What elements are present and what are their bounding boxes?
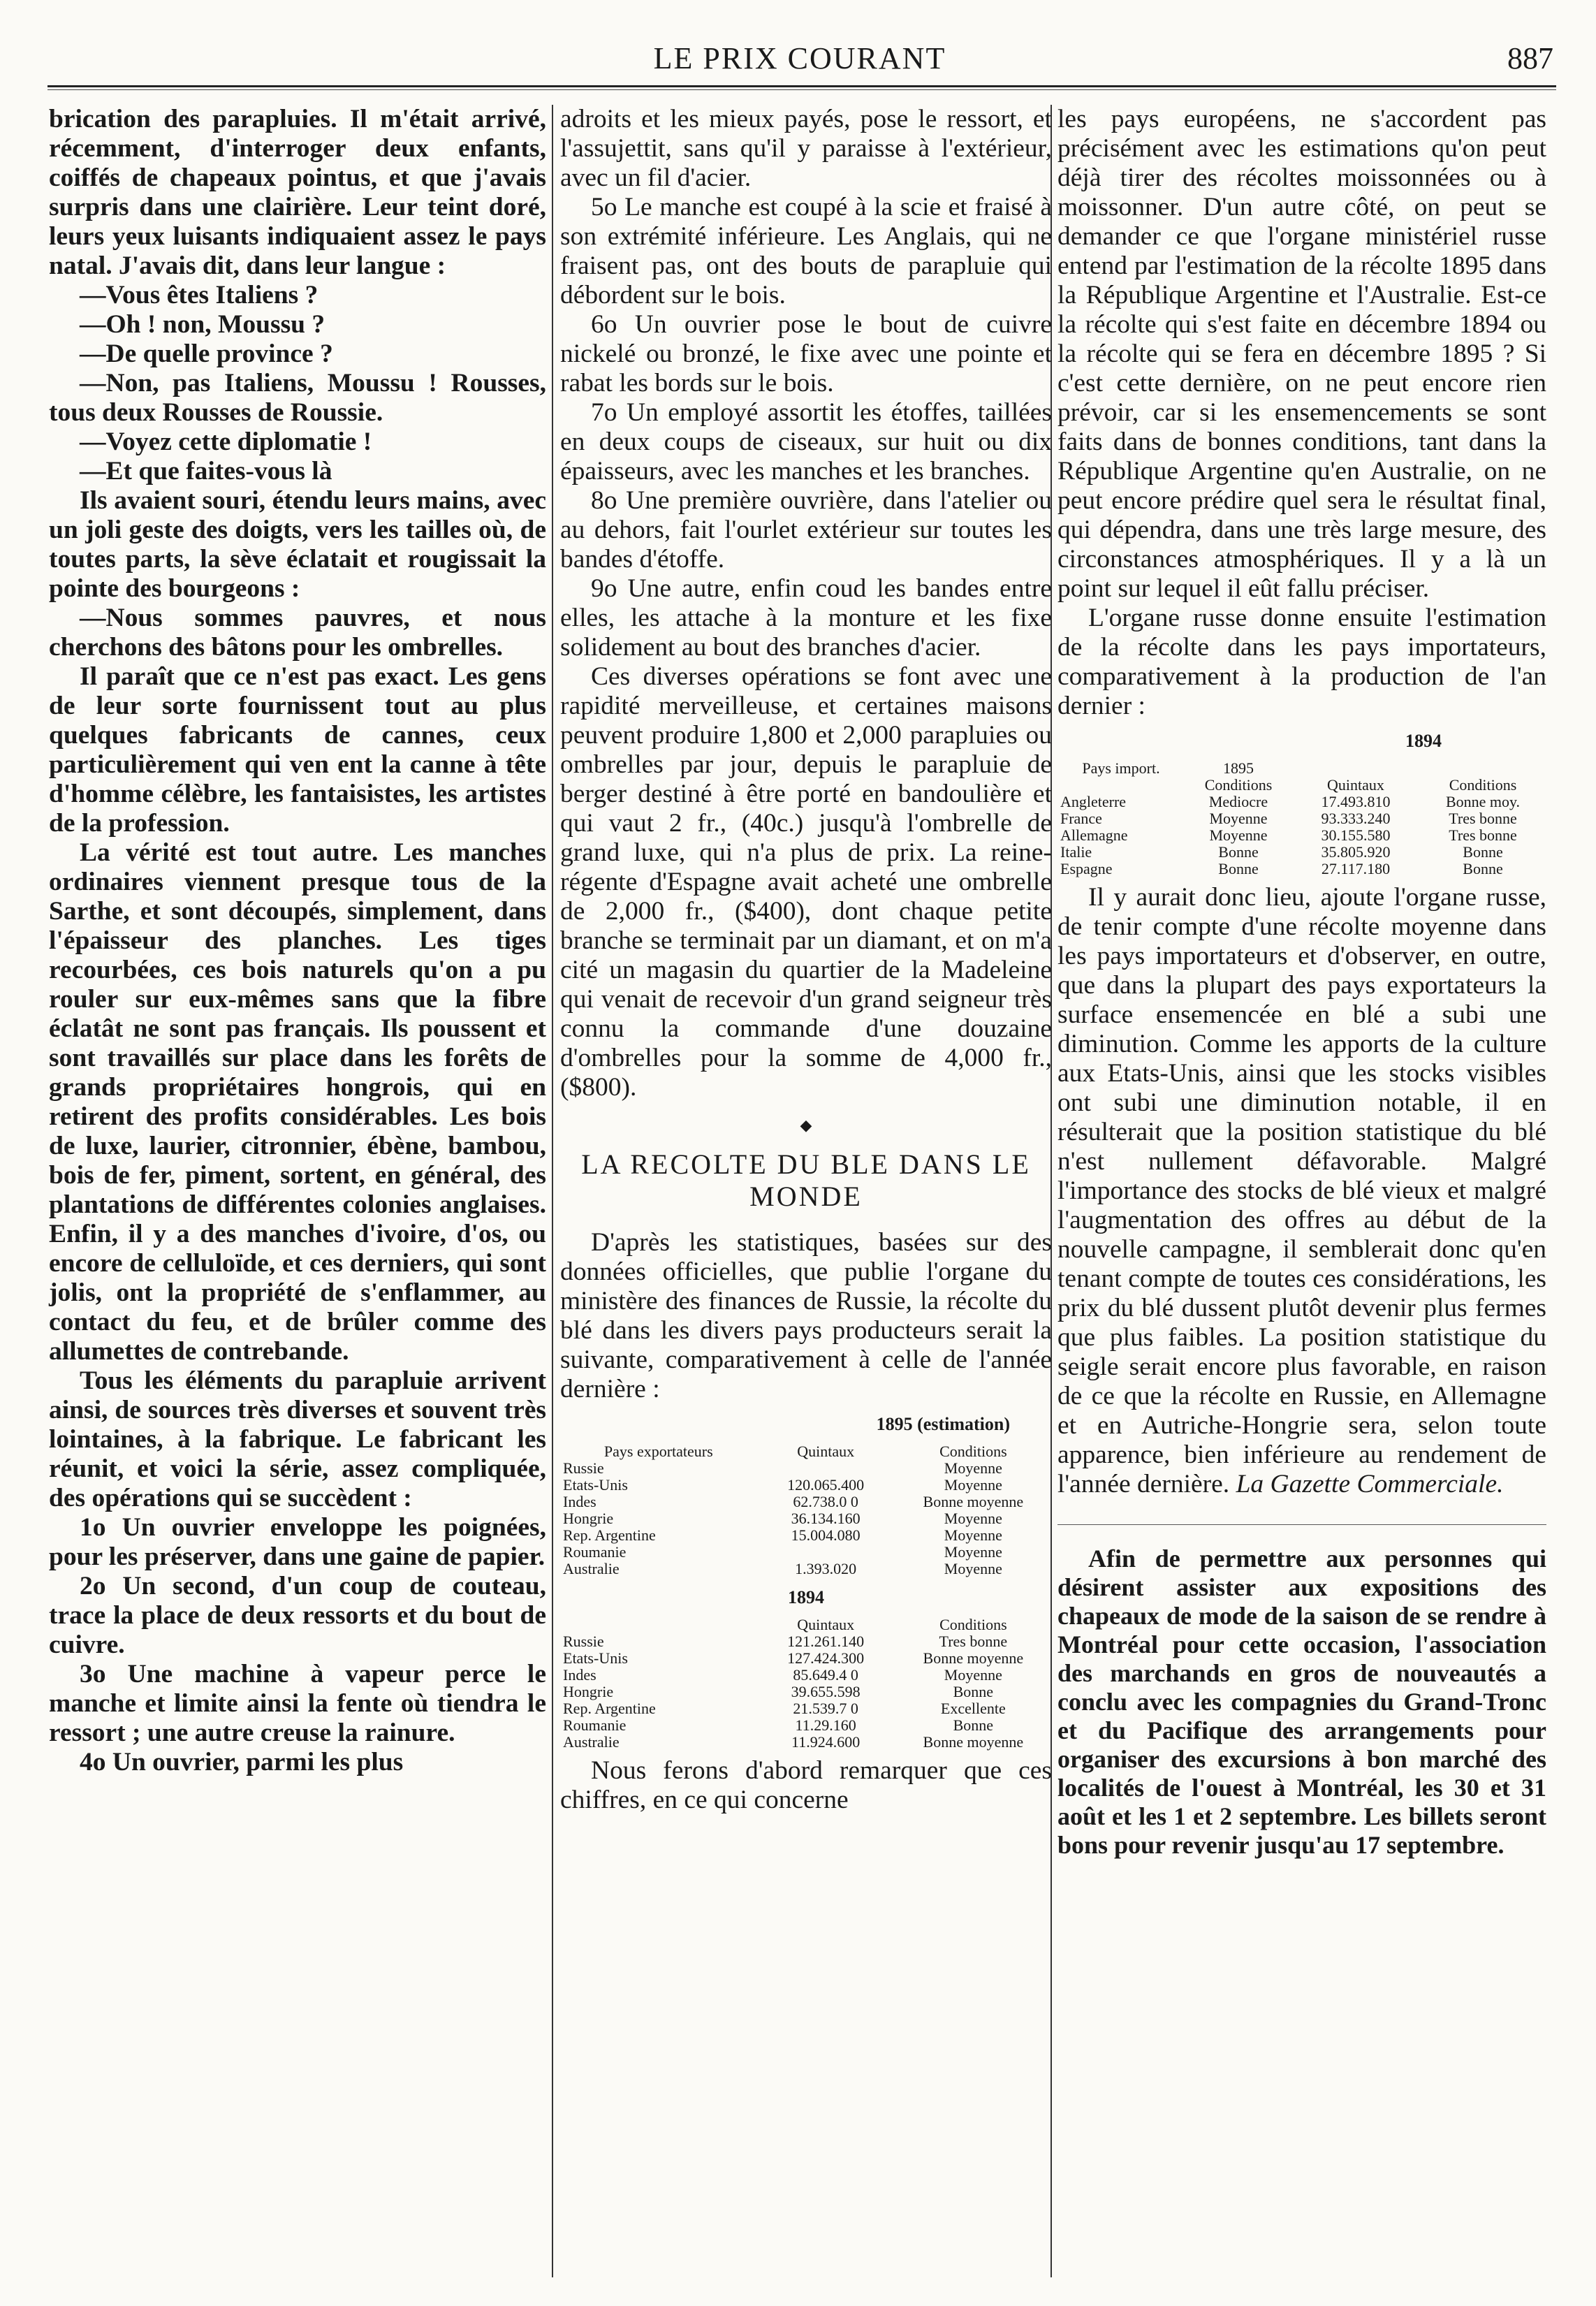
table-row bbox=[560, 1684, 1052, 1700]
dialogue-line: —Et que faites-vous là bbox=[80, 457, 332, 486]
table-row bbox=[560, 1633, 1052, 1650]
col-header-empty bbox=[1419, 760, 1546, 777]
cell-qty: 17.493.810 bbox=[1321, 793, 1391, 810]
cell-country: Russie bbox=[563, 1459, 604, 1477]
cell-country: France bbox=[1060, 810, 1102, 827]
cell-qty: 120.065.400 bbox=[787, 1476, 865, 1494]
source-credit: La Gazette Commerciale. bbox=[1236, 1470, 1504, 1498]
table-row bbox=[560, 1561, 1052, 1577]
list-item: 8o Une première ouvrière, dans l'atelier ou au dehors, fait l'ourlet extérieur sur toutes les bandes d'étoffe. bbox=[560, 486, 1052, 574]
cell-cond: Moyenne bbox=[944, 1543, 1002, 1561]
cell-qty: 1.393.020 bbox=[795, 1560, 857, 1577]
cell-cond: Mediocre bbox=[1208, 793, 1268, 810]
cell-cond: Tres bonne bbox=[939, 1633, 1008, 1650]
table-row bbox=[560, 1527, 1052, 1544]
paragraph: brication des parapluies. Il m'était arrivé, récemment, d'interroger deux enfants, coiffés de chapeaux pointus, et que j'avais surpris dans une clairière. Leur teint doré, leurs yeux luisants indiquaient assez le pays natal. J'avais dit, dans leur langue : bbox=[49, 105, 546, 280]
cell-qty: 39.655.598 bbox=[791, 1683, 861, 1700]
list-item: 6o Un ouvrier pose le bout de cuivre nickelé ou bronzé, le fixe avec une pointe et rabat les bords sur le bois. bbox=[560, 310, 1052, 397]
cell-cond: Bonne bbox=[953, 1683, 994, 1700]
cell-cond: Moyenne bbox=[944, 1666, 1002, 1684]
list-item: 9o Une autre, enfin coud les bandes entre elles, les attache à la monture et les fixe solidement au bout des branches d'acier. bbox=[560, 574, 1052, 662]
article-heading: LA RECOLTE DU BLE DANS LE MONDE bbox=[581, 1148, 1031, 1212]
col-header-cond: Conditions bbox=[939, 1616, 1007, 1633]
table-row bbox=[1057, 861, 1546, 877]
cell-country: Angleterre bbox=[1060, 793, 1127, 810]
table-row bbox=[560, 1734, 1052, 1751]
cell-qty: 21.539.7 0 bbox=[793, 1700, 858, 1717]
cell-qty: 30.155.580 bbox=[1321, 826, 1391, 844]
list-item: 1o Un ouvrier enveloppe les poignées, pour les préserver, dans une gaine de papier. bbox=[49, 1513, 546, 1571]
table-header-row bbox=[1057, 777, 1546, 794]
cell-cond: Moyenne bbox=[944, 1526, 1002, 1544]
cell-country: Hongrie bbox=[563, 1510, 614, 1527]
cell-cond2: Tres bonne bbox=[1449, 810, 1517, 827]
table-row bbox=[560, 1477, 1052, 1494]
paragraph: Ils avaient souri, étendu leurs mains, avec un joli geste des doigts, vers les tailles où, de toutes parts, la sève éclatait et rougissait la pointe des bourgeons : bbox=[49, 486, 546, 603]
column-2 bbox=[560, 105, 1052, 1815]
col-header-cond2: Conditions bbox=[1449, 776, 1517, 794]
paragraph: La vérité est tout autre. Les manches ordinaires viennent presque tous de la Sarthe, et sont découpés, simplement, dans l'épaisseur des planches. Les tiges recourbées, ces bois naturels qu'on a pu rouler sur eux-mêmes sans que la fibre éclatât ne sont pas français. Ils poussent et sont travaillés sur place dans les forêts de grands propriétaires hongrois, qui en retirent des profits considérables. Les bois de luxe, laurier, citronnier, ébène, bambou, bois de fer, piment, sortent, en général, des plantations de différentes colonies anglaises. Enfin, il y a des manches d'ivoire, d'os, ou encore de celluloïde, et ces derniers, qui sont jolis, ont la propriété de s'enflammer, au contact du feu, et de brûler comme des allumettes de contrebande. bbox=[49, 838, 546, 1366]
table-row bbox=[1057, 844, 1546, 861]
article-intro: D'après les statistiques, basées sur des données officielles, que publie l'organe du ministère des finances de Russie, la récolte du blé dans les divers pays producteurs serait la suivante, comparativement à celle de l'année dernière : bbox=[560, 1228, 1052, 1403]
paragraph: Tous les éléments du parapluie arrivent ainsi, de sources très diverses et souvent très lointaines, à la fabrique. Le fabricant les réunit, et voici la série, assez compliquée, des opérations qui se succèdent : bbox=[49, 1366, 546, 1512]
cell-qty: 35.805.920 bbox=[1321, 843, 1391, 861]
cell-country: Italie bbox=[1060, 843, 1092, 861]
dialogue-line: —Voyez cette diplomatie ! bbox=[80, 428, 372, 456]
cell-country: Espagne bbox=[1060, 860, 1113, 877]
cell-country: Australie bbox=[563, 1560, 620, 1577]
table-year-1894-import: 1894 bbox=[1405, 731, 1442, 751]
cell-country: Allemagne bbox=[1060, 826, 1128, 844]
table-row bbox=[560, 1494, 1052, 1510]
cell-cond: Moyenne bbox=[944, 1476, 1002, 1494]
export-table-1894 bbox=[560, 1617, 1052, 1751]
table-row bbox=[560, 1700, 1052, 1717]
cell-country: Roumanie bbox=[563, 1716, 627, 1734]
table-row bbox=[1057, 827, 1546, 844]
cell-qty: 11.924.600 bbox=[791, 1733, 861, 1751]
cell-qty bbox=[757, 1460, 895, 1477]
section-divider bbox=[1057, 1524, 1546, 1525]
paragraph: Nous ferons d'abord remarquer que ces chiffres, en ce qui concerne bbox=[560, 1756, 1052, 1814]
column-divider-1 bbox=[552, 105, 553, 2277]
dialogue-line: —Non, pas Italiens, Moussu ! Rousses, tous deux Rousses de Roussie. bbox=[49, 369, 546, 427]
cell-cond: Bonne bbox=[1218, 843, 1259, 861]
cell-cond: Bonne moyenne bbox=[923, 1649, 1024, 1667]
page-header bbox=[42, 36, 1558, 78]
cell-qty bbox=[757, 1544, 895, 1561]
cell-qty: 62.738.0 0 bbox=[793, 1493, 858, 1510]
cell-cond: Moyenne bbox=[1209, 826, 1268, 844]
table-row bbox=[560, 1650, 1052, 1667]
cell-cond2: Bonne moy. bbox=[1445, 793, 1521, 810]
import-table bbox=[1057, 760, 1546, 877]
table-row bbox=[560, 1544, 1052, 1561]
cell-qty: 93.333.240 bbox=[1321, 810, 1391, 827]
paragraph: Ces diverses opérations se font avec une rapidité merveilleuse, et certaines maisons peuvent produire 1,800 et 2,000 parapluies ou ombrelles par jour, depuis le parapluie de berger destiné à être porté en bandoulière et qui vaut 2 fr., (40c.) jusqu'à l'ombrelle de grand luxe, qui n'a plus de prix. La reine-régente d'Espagne avait acheté une ombrelle de 2,000 fr., ($400), dont chaque petite branche se terminait par un diamant, et on m'a cité un magasin du quartier de la Madeleine qui venait de recevoir d'un grand seigneur très connu la commande d'une douzaine d'ombrelles pour la somme de 4,000 fr., ($800). bbox=[560, 662, 1052, 1102]
page-number: 887 bbox=[1507, 41, 1553, 75]
cell-cond: Moyenne bbox=[944, 1560, 1002, 1577]
cell-qty: 85.649.4 0 bbox=[793, 1666, 858, 1684]
col-header-empty bbox=[560, 1617, 757, 1633]
cell-qty: 15.004.080 bbox=[791, 1526, 861, 1544]
paragraph: adroits et les mieux payés, pose le ressort, et l'assujettit, sans qu'il y paraisse à l'extérieur, avec un fil d'acier. bbox=[560, 105, 1052, 192]
col-header-cond: Conditions bbox=[939, 1443, 1007, 1460]
table-row bbox=[560, 1510, 1052, 1527]
paragraph: L'organe russe donne ensuite l'estimation de la récolte dans les pays importateurs, comparativement à la production de l'an dernier : bbox=[1057, 604, 1546, 720]
col-header-cond: Conditions bbox=[1204, 776, 1273, 794]
cell-cond2: Bonne bbox=[1463, 843, 1503, 861]
dialogue-line: —De quelle province ? bbox=[80, 340, 333, 368]
col-header-empty bbox=[1292, 760, 1419, 777]
cell-cond: Bonne bbox=[1218, 860, 1259, 877]
paragraph bbox=[1057, 883, 1546, 1499]
cell-qty: 11.29.160 bbox=[795, 1716, 856, 1734]
col-header-qty: Quintaux bbox=[797, 1616, 855, 1633]
cell-qty: 27.117.180 bbox=[1321, 860, 1391, 877]
table-header-row bbox=[1057, 760, 1546, 777]
cell-country: Rep. Argentine bbox=[563, 1700, 656, 1717]
column-1 bbox=[49, 105, 546, 1777]
dialogue-line: —Oh ! non, Moussu ? bbox=[80, 310, 325, 339]
cell-country: Indes bbox=[563, 1666, 596, 1684]
table-year-1895: 1895 (estimation) bbox=[876, 1414, 1010, 1434]
paragraph: —Nous sommes pauvres, et nous cherchons des bâtons pour les ombrelles. bbox=[49, 604, 546, 662]
table-header-row bbox=[560, 1443, 1052, 1460]
cell-qty: 121.261.140 bbox=[787, 1633, 865, 1650]
dialogue-line: —Vous êtes Italiens ? bbox=[80, 281, 319, 309]
cell-qty: 127.424.300 bbox=[787, 1649, 865, 1667]
export-table-1895 bbox=[560, 1443, 1052, 1577]
col-header-country: Pays exportateurs bbox=[603, 1443, 713, 1460]
cell-cond: Bonne moyenne bbox=[923, 1493, 1024, 1510]
column-3 bbox=[1057, 105, 1546, 1860]
table-row bbox=[1057, 794, 1546, 810]
cell-country: Hongrie bbox=[563, 1683, 614, 1700]
cell-cond: Bonne bbox=[953, 1716, 994, 1734]
cell-cond: Moyenne bbox=[944, 1510, 1002, 1527]
list-item: 4o Un ouvrier, parmi les plus bbox=[80, 1748, 404, 1776]
col-header-country: Pays import. bbox=[1082, 759, 1160, 777]
table-row bbox=[560, 1717, 1052, 1734]
list-item: 2o Un second, d'un coup de couteau, trace la place de deux ressorts et du bout de cuivre. bbox=[49, 1572, 546, 1659]
header-rule-thin bbox=[47, 89, 1556, 90]
paragraph: les pays européens, ne s'accordent pas précisément avec les estimations qu'on peut déjà tirer des récoltes moissonnées ou à moissonner. D'un autre côté, on peut se demander ce que l'organe ministériel russe entend par l'estimation de la récolte 1895 dans la République Argentine et l'Australie. Est-ce la récolte qui s'est faite en décembre 1894 ou la récolte qui se fera en décembre 1895 ? Si c'est cette dernière, on ne peut encore rien prévoir, car si les ensemencements se sont faits dans de bonnes conditions, tant dans la République Argentine qu'en Australie, on ne peut encore prédire quel sera le résultat final, qui dépendra, dans une très large mesure, des circonstances atmosphériques. Il y a là un point sur lequel il eût fallu préciser. bbox=[1057, 105, 1546, 603]
cell-country: Roumanie bbox=[563, 1543, 627, 1561]
header-rule bbox=[47, 85, 1556, 87]
list-item: 5o Le manche est coupé à la scie et fraisé à son extrémité inférieure. Les Anglais, qui ne fraisent pas, ont des bouts de parapluie qui débordent sur le bois. bbox=[560, 193, 1052, 309]
paragraph: Il paraît que ce n'est pas exact. Les gens de leur sorte fournissent tout au plus quelques fabricants de cannes, ceux particulièrement qui ven ent la canne à tête d'homme célèbre, les fantaisistes, les artistes de la profession. bbox=[49, 662, 546, 838]
cell-cond2: Tres bonne bbox=[1449, 826, 1517, 844]
col-header-qty: Quintaux bbox=[1327, 776, 1384, 794]
cell-qty: 36.134.160 bbox=[791, 1510, 861, 1527]
cell-cond: Excellente bbox=[940, 1700, 1006, 1717]
table-row bbox=[560, 1667, 1052, 1684]
cell-country: Russie bbox=[563, 1633, 604, 1650]
col-header-empty bbox=[1057, 777, 1185, 794]
cell-country: Rep. Argentine bbox=[563, 1526, 656, 1544]
col-header-1895: 1895 bbox=[1223, 759, 1254, 777]
notice-paragraph: Afin de permettre aux personnes qui désirent assister aux expositions des chapeaux de mode de la saison de se rendre à Montréal pour cette occasion, l'association des marchands en gros de nouveautés a conclu avec les compagnies du Grand-Tronc et du Pacifique des arrangements pour organiser des excursions à bon marché des localités de l'ouest à Montréal, les 30 et 31 août et les 1 et 2 septembre. Les billets seront bons pour revenir jusqu'au 17 septembre. bbox=[1057, 1545, 1546, 1859]
cell-cond: Bonne moyenne bbox=[923, 1733, 1024, 1751]
cell-country: Etats-Unis bbox=[563, 1649, 628, 1667]
cell-country: Etats-Unis bbox=[563, 1476, 628, 1494]
cell-cond2: Bonne bbox=[1463, 860, 1503, 877]
table-year-1894: 1894 bbox=[788, 1587, 824, 1607]
cell-country: Australie bbox=[563, 1733, 620, 1751]
list-item: 7o Un employé assortit les étoffes, taillées en deux coups de ciseaux, sur huit ou dix épaisseurs, avec les manches et les branches. bbox=[560, 398, 1052, 486]
cell-cond: Moyenne bbox=[1209, 810, 1268, 827]
col-header-qty: Quintaux bbox=[797, 1443, 855, 1460]
cell-country: Indes bbox=[563, 1493, 596, 1510]
ornament: ◆ bbox=[800, 1116, 812, 1134]
table-row bbox=[1057, 810, 1546, 827]
table-row bbox=[560, 1460, 1052, 1477]
paragraph-text: Il y aurait donc lieu, ajoute l'organe russe, de tenir compte d'une récolte moyenne dans les pays importateurs et d'observer, en outre, que dans la plupart des pays exportateurs la surface ensemencée en blé a subi une diminution. Comme les apports de la culture aux Etats-Unis, ainsi que les stocks visibles ont subi une diminution notable, il en résulterait que la position statistique du blé n'est nullement défavorable. Malgré l'importance des stocks de blé vieux et malgré l'augmentation des offres au début de la nouvelle campagne, il semblerait donc qu'en tenant compte de toutes ces considérations, les prix du blé dussent plutôt devenir plus fermes que plus faibles. La position statistique du seigle serait encore plus favorable, en raison de ce que la récolte en Russie, en Allemagne et en Autriche-Hongrie sera, selon toute apparence, bien inférieure au rendement de l'année dernière. bbox=[1057, 883, 1546, 1498]
cell-cond: Moyenne bbox=[944, 1459, 1002, 1477]
newspaper-title: LE PRIX COURANT bbox=[653, 41, 946, 75]
table-header-row bbox=[560, 1617, 1052, 1633]
list-item: 3o Une machine à vapeur perce le manche et limite ainsi la fente où tiendra le ressort ; une autre creuse la rainure. bbox=[49, 1660, 546, 1747]
